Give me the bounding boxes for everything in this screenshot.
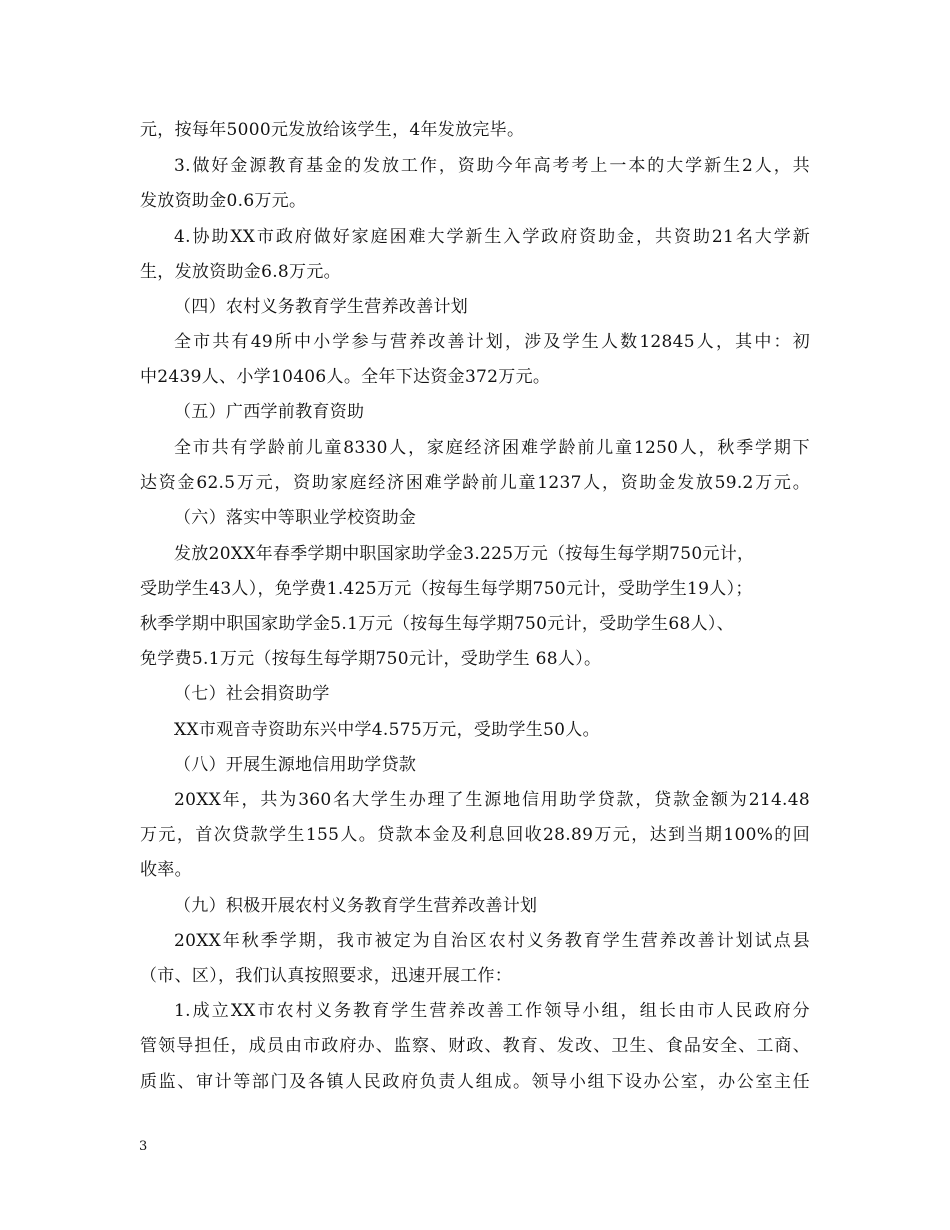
section-heading: （五）广西学前教育资助	[174, 402, 365, 422]
text-line: 1.成立XX市农村义务教育学生营养改善工作领导小组，组长由市人民政府分	[174, 1001, 810, 1021]
text-line: 免学费5.1万元（按每生每学期750元计，受助学生 68人）。	[140, 649, 602, 669]
page-number: 3	[139, 1139, 148, 1154]
text-line: 20XX年，共为360名大学生办理了生源地信用助学贷款，贷款金额为214.48	[174, 790, 810, 810]
text-line: 20XX年秋季学期，我市被定为自治区农村义务教育学生营养改善计划试点县	[174, 931, 810, 951]
text-line: 发放20XX年春季学期中职国家助学金3.225万元（按每生每学期750元计，	[174, 544, 755, 564]
text-line: XX市观音寺资助东兴中学4.575万元，受助学生50人。	[174, 720, 600, 740]
section-heading: （六）落实中等职业学校资助金	[174, 508, 417, 528]
text-line: 质监、审计等部门及各镇人民政府负责人组成。领导小组下设办公室，办公室主任	[140, 1072, 810, 1092]
text-line: 全市共有学龄前儿童8330人，家庭经济困难学龄前儿童1250人，秋季学期下	[174, 438, 810, 458]
section-heading: （九）积极开展农村义务教育学生营养改善计划	[174, 896, 538, 916]
text-line: 4.协助XX市政府做好家庭困难大学新生入学政府资助金，共资助21名大学新	[174, 227, 810, 247]
section-heading: （八）开展生源地信用助学贷款	[174, 755, 417, 775]
text-line: 万元，首次贷款学生155人。贷款本金及利息回收28.89万元，达到当期100%的回	[140, 825, 810, 845]
text-line: 3.做好金源教育基金的发放工作，资助今年高考考上一本的大学新生2人，共	[174, 156, 810, 176]
text-line: 发放资助金0.6万元。	[140, 191, 307, 211]
section-heading: （七）社会捐资助学	[174, 684, 330, 704]
section-heading: （四）农村义务教育学生营养改善计划	[174, 297, 469, 317]
text-line: 中2439人、小学10406人。全年下达资金372万元。	[140, 367, 551, 387]
text-line: 生，发放资助金6.8万元。	[140, 262, 341, 282]
text-line: 达资金62.5万元，资助家庭经济困难学龄前儿童1237人，资助金发放59.2万元。	[140, 473, 810, 493]
text-line: 元，按每年5000元发放给该学生，4年发放完毕。	[140, 120, 525, 140]
text-line: 收率。	[140, 860, 192, 880]
text-line: 受助学生43人），免学费1.425万元（按每生每学期750元计，受助学生19人）；	[140, 579, 753, 599]
text-line: 全市共有49所中小学参与营养改善计划，涉及学生人数12845人，其中：初	[174, 332, 810, 352]
text-line: 管领导担任，成员由市政府办、监察、财政、教育、发改、卫生、食品安全、工商、	[140, 1036, 810, 1056]
text-line: 秋季学期中职国家助学金5.1万元（按每生每学期750元计，受助学生68人）、	[140, 614, 735, 634]
text-line: （市、区），我们认真按照要求，迅速开展工作：	[140, 966, 513, 986]
